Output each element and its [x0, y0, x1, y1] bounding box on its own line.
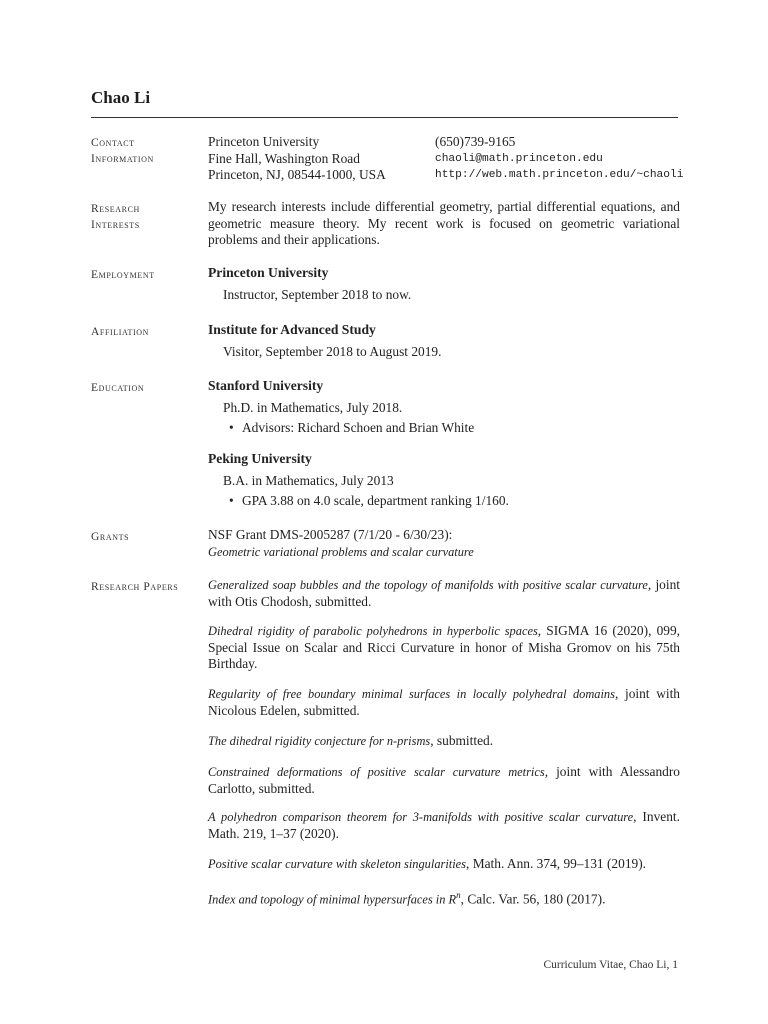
contact-label-line1: Contact: [91, 137, 135, 149]
email-link[interactable]: chaoli@math.princeton.edu: [435, 152, 603, 165]
page-footer: Curriculum Vitae, Chao Li, 1: [543, 959, 678, 971]
paper-details: , Calc. Var. 56, 180 (2017).: [460, 891, 606, 907]
paper-details: , joint with Nicolous Edelen, submitted.: [208, 686, 680, 718]
education-bullet-text: GPA 3.88 on 4.0 scale, department ranking 1/160.: [242, 493, 509, 508]
paper-title: Positive scalar curvature with skeleton singularities: [208, 857, 466, 871]
contact-details: [435, 134, 685, 184]
paper-details: , submitted.: [430, 733, 494, 748]
paper-title: Regularity of free boundary minimal surfaces in locally polyhedral domains: [208, 687, 615, 701]
paper-item: [208, 887, 680, 908]
grants-label: Grants: [91, 531, 130, 543]
employment-institution: Princeton University: [208, 265, 329, 280]
paper-item: [208, 733, 680, 750]
paper-details: , joint with Alessandro Carlotto, submitted.: [208, 764, 680, 796]
paper-title: Index and topology of minimal hypersurfaces in R: [208, 892, 457, 907]
affiliation-institution: Institute for Advanced Study: [208, 322, 376, 337]
paper-item: [208, 686, 680, 719]
contact-address: [208, 134, 428, 184]
contact-label-line2: Information: [91, 153, 154, 165]
education-degree: B.A. in Mathematics, July 2013: [223, 472, 394, 488]
paper-item: [208, 856, 680, 873]
education-bullet: [208, 493, 680, 510]
bullet-dot: •: [229, 493, 234, 508]
education-label: Education: [91, 382, 145, 394]
paper-title: Dihedral rigidity of parabolic polyhedrons in hyperbolic spaces: [208, 624, 538, 638]
address-line: Princeton University: [208, 134, 320, 149]
address-line: Princeton, NJ, 08544-1000, USA: [208, 167, 386, 182]
education-degree: Ph.D. in Mathematics, July 2018.: [223, 399, 403, 415]
address-line: Fine Hall, Washington Road: [208, 150, 360, 166]
employment-detail: Instructor, September 2018 to now.: [223, 286, 412, 302]
paper-item: [208, 809, 680, 842]
research-label-line2: Interests: [91, 219, 140, 231]
paper-title: A polyhedron comparison theorem for 3-manifolds with positive scalar curvature: [208, 810, 634, 824]
education-entry-peking: [208, 451, 680, 510]
paper-item: [208, 764, 680, 797]
research-interests-label: [91, 201, 203, 233]
paper-details: , joint with Otis Chodosh, submitted.: [208, 577, 681, 609]
affiliation-detail: Visitor, September 2018 to August 2019.: [223, 343, 442, 359]
affiliation-block: [208, 322, 680, 360]
education-bullet: [208, 420, 680, 437]
paper-title: The dihedral rigidity conjecture for n-prisms: [208, 734, 431, 748]
education-institution: Stanford University: [208, 378, 324, 393]
paper-item: [208, 577, 680, 610]
paper-details: , Invent. Math. 219, 1–37 (2020).: [208, 809, 680, 841]
header-rule: [91, 117, 678, 118]
education-entry-stanford: [208, 378, 680, 437]
education-bullet-text: Advisors: Richard Schoen and Brian White: [242, 420, 475, 435]
affiliation-label: Affiliation: [91, 326, 150, 338]
paper-title: Generalized soap bubbles and the topology of manifolds with positive scalar curvature: [208, 578, 648, 592]
bullet-dot: •: [229, 420, 234, 435]
grants-block: [208, 527, 680, 560]
research-interests-text: My research interests include differential geometry, partial differential equations, and geometric measure theory. My recent work is focused on geometric variational problems and their applications.: [208, 199, 680, 247]
grant-title: NSF Grant DMS-2005287 (7/1/20 - 6/30/23):: [208, 527, 453, 542]
website-link[interactable]: http://web.math.princeton.edu/~chaoli: [435, 169, 684, 181]
research-label-line1: Research: [91, 203, 140, 215]
employment-block: [208, 265, 680, 303]
paper-title: Constrained deformations of positive scalar curvature metrics: [208, 765, 545, 779]
paper-item: [208, 623, 680, 673]
contact-label: [91, 135, 203, 167]
paper-details: , SIGMA 16 (2020), 099, Special Issue on Scalar and Ricci Curvature in honor of Misha Gromov on his 75th Birthday.: [208, 623, 680, 671]
employment-label: Employment: [91, 269, 155, 281]
paper-title-superscript: n: [456, 890, 461, 900]
phone: (650)739-9165: [435, 134, 516, 149]
grant-subtitle: Geometric variational problems and scalar curvature: [208, 544, 474, 559]
paper-details: , Math. Ann. 374, 99–131 (2019).: [466, 856, 647, 871]
cv-name: Chao Li: [91, 88, 151, 107]
education-institution: Peking University: [208, 451, 312, 466]
research-papers-label: Research Papers: [91, 581, 179, 593]
